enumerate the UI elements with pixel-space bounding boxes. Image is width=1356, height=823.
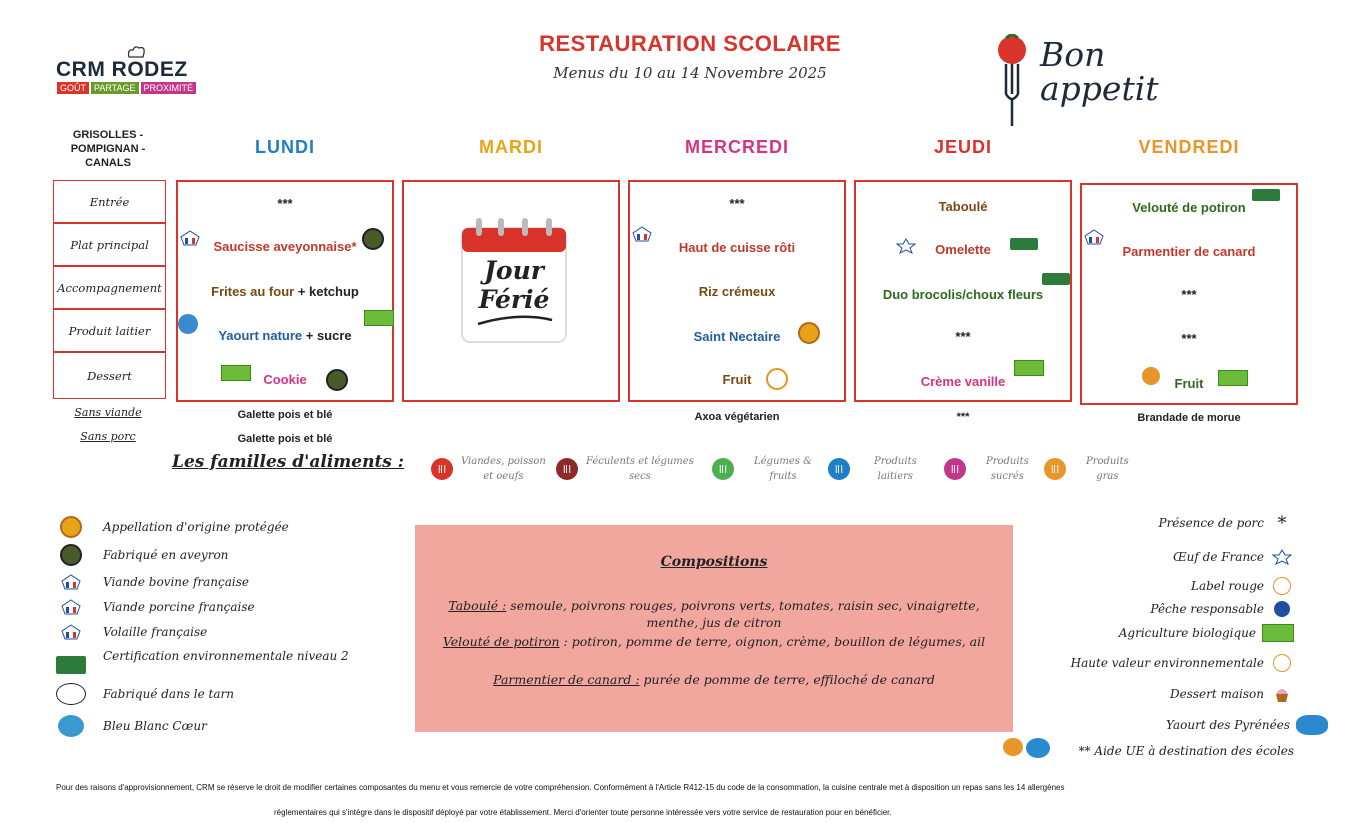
family-legumes-l2: fruits [769,471,797,482]
legend-hve-label: Haute valeur environnementale [1070,656,1264,670]
calendar-icon [458,216,570,346]
composition-veloute-text: : potiron, pomme de terre, oignon, crème, bouillon de légumes, ail [559,634,986,649]
composition-taboule [425,598,1003,613]
row-label-entree: Entrée [53,180,166,223]
legend-bovine [55,572,249,592]
agriculture-biologique-icon [364,310,394,326]
family-feculents-l2: secs [629,471,651,482]
lundi-plat: Saucisse aveyonnaise* [213,239,357,254]
family-viandes-l1: Viandes, poisson [461,456,546,467]
day-box-jeudi [854,180,1072,402]
chef-hat-icon [126,45,148,59]
family-feculents-l1: Féculents et légumes [586,456,694,467]
legend-aide-ue-label: ** Aide UE à destination des écoles [1078,744,1294,758]
agriculture-bio-icon [1262,624,1294,642]
vendredi-sans-viande: Brandade de morue [1137,412,1241,424]
day-header-jeudi: JEUDI [933,137,992,157]
lait-ecole-icon [1026,738,1050,758]
lundi-laitier-sucre: + sucre [302,328,352,343]
sans-viande-label: Sans viande [74,406,142,419]
legend-dessert-maison-label: Dessert maison [1170,687,1264,701]
peche-responsable-icon [1274,601,1290,617]
logo-tag-partage: PARTAGE [91,82,139,94]
jeudi-plat: Omelette [935,242,991,257]
legend-bleu-blanc-coeur [55,716,207,736]
yaourt-pyrenees-icon [1296,715,1328,735]
footer-line-2: réglementaires qui s'intègre dans le dispositif déployé par votre établissement. Merci d'orienter toute personne intéressée vers votre service de restauration pour en bénéficier. [274,808,892,817]
lundi-laitier-yaourt: Yaourt nature [218,328,303,343]
composition-taboule-text: semoule, poivrons rouges, poivrons verts, tomates, raisin sec, vinaigrette, [506,598,980,613]
legend-bovine-label: Viande bovine française [103,575,249,589]
aop-icon [60,516,82,538]
certification-niveau-2-icon [56,656,86,674]
day-header-mardi: MARDI [479,137,543,157]
legend-oeuf-label: Œuf de France [1173,550,1264,564]
lundi-accomp-frites: Frites au four [211,284,295,299]
day-header-vendredi: VENDREDI [1138,137,1240,157]
fork-knife-icon: ǁǀ [712,458,734,480]
family-viandes [431,454,546,484]
fork-knife-icon: ǁǀ [1044,458,1066,480]
legend-tarn [55,684,234,704]
bon-appetit-line2: appetit [1040,69,1159,108]
compositions-box [415,525,1013,732]
legend-peche [1150,600,1294,618]
family-sucres-l1: Produits [986,456,1029,467]
row-label-plat: Plat principal [53,223,166,266]
sans-porc-label: Sans porc [80,430,136,443]
vendredi-entree: Velouté de potiron [1132,200,1246,215]
vendredi-accompagnement: *** [1181,287,1197,302]
haute-valeur-environnementale-icon [766,368,788,390]
crm-logo [126,44,148,58]
logo-name: CRM RODEZ [56,58,188,81]
family-viandes-l2: et oeufs [483,471,524,482]
vendredi-plat: Parmentier de canard [1122,244,1256,259]
legend-porc [1159,514,1295,532]
cupcake-icon [1270,685,1294,703]
legend-aveyron-label: Fabriqué en aveyron [103,548,229,562]
legend-bbc-label: Bleu Blanc Cœur [103,719,207,733]
family-laitiers-l1: Produits [874,456,917,467]
logo-tagline [57,82,196,94]
legend-label-rouge-label: Label rouge [1190,579,1264,593]
legend-oeuf [1173,548,1294,566]
legend-volaille [55,622,207,642]
fork-knife-icon: ǁǀ [556,458,578,480]
mercredi-entree: *** [729,196,745,211]
mercredi-accompagnement: Riz crémeux [698,284,776,299]
jeudi-sans-viande: *** [956,411,970,423]
aveyron-icon [60,544,82,566]
day-box-mercredi [628,180,846,402]
bon-appetit-line1: Bon [1040,35,1106,74]
jeudi-laitier: *** [955,329,971,344]
label-rouge-icon [1273,577,1291,595]
hve-icon [1273,654,1291,672]
oeuf-france-icon [1270,548,1294,566]
day-header-mercredi: MERCREDI [684,137,789,157]
family-sucres [944,454,1029,484]
day-box-vendredi [1080,183,1298,405]
mercredi-sans-viande: Axoa végétarien [694,411,780,423]
jeudi-accompagnement: Duo brocolis/choux fleurs [882,287,1044,302]
legend-certification-label: Certification environnementale niveau 2 [103,649,349,663]
legend-aop [55,517,289,537]
viande-porcine-icon [55,597,87,617]
family-legumes [712,454,812,484]
volaille-francaise-icon [1084,229,1104,245]
vendredi-laitier: *** [1181,331,1197,346]
appellation-origine-protegee-icon [798,322,820,344]
composition-parmentier-text: purée de pomme de terre, effiloché de canard [639,672,935,687]
fork-knife-icon: ǁǀ [828,458,850,480]
tomato-fork-icon [992,34,1036,132]
compositions-title: Compositions [660,554,768,570]
lundi-sans-porc: Galette pois et blé [237,433,333,445]
legend-certification [55,649,349,675]
composition-parmentier-label: Parmentier de canard : [493,672,640,687]
family-gras-l1: Produits [1086,456,1129,467]
bon-appetit-logo [1040,35,1159,108]
legend-aide-ue [1079,744,1294,758]
asterisk-icon: * [1277,512,1287,534]
legend-yaourt-pyrenees [1166,716,1328,734]
row-label-laitier: Produit laitier [53,309,166,352]
family-laitiers [828,454,917,484]
legend-porcine-label: Viande porcine française [103,600,255,614]
day-box-mardi [402,180,620,402]
legend-bio [1119,624,1294,642]
lundi-accompagnement [178,284,392,299]
legend-aveyron [55,545,228,565]
site-name: GRISOLLES - POMPIGNAN - CANALS [70,129,146,169]
aide-ue-icons [1003,738,1050,758]
composition-parmentier [425,672,1003,687]
composition-taboule-label: Taboulé : [448,598,507,613]
vendredi-dessert: Fruit [1174,376,1204,391]
certification-environnementale-icon [1010,238,1038,250]
legend-yaourt-pyrenees-label: Yaourt des Pyrénées [1165,718,1290,732]
legend-peche-label: Pêche responsable [1150,602,1264,616]
legend-hve [1071,654,1294,672]
footer-line-1: Pour des raisons d'approvisionnement, CRM se réserve le droit de modifier certaines composantes du menu et vous remercie de votre compréhension. Conformément à l'Article R412-15 du code de la consommation, la cuisine centrale met à disposition un repas sans les 14 allergènes [56,783,1065,792]
families-title: Les familles d'aliments : [172,452,405,472]
jeudi-entree: Taboulé [938,199,988,214]
family-feculents [556,454,694,484]
legend-dessert-maison [1170,685,1294,703]
logo-tag-gout: GOÛT [57,82,89,94]
ferie-text: Férié [478,285,550,314]
fork-knife-icon: ǁǀ [944,458,966,480]
day-box-lundi [176,180,394,402]
saveurs-tarn-icon [56,683,86,705]
jeudi-dessert: Crème vanille [920,374,1006,389]
fabrique-aveyron-icon [362,228,384,250]
legend-porcine [55,597,255,617]
legend-aop-label: Appellation d'origine protégée [103,520,289,534]
mercredi-laitier: Saint Nectaire [693,329,781,344]
mercredi-plat: Haut de cuisse rôti [678,240,796,255]
fruit-ecole-icon [1003,738,1023,756]
lundi-laitier [178,328,392,343]
composition-veloute [425,634,1003,649]
legend-label-rouge [1191,577,1294,595]
legend-bio-label: Agriculture biologique [1118,626,1256,640]
logo-tag-proximite: PROXIMITÉ [141,82,197,94]
composition-veloute-label: Velouté de potiron [442,634,560,649]
mercredi-dessert: Fruit [722,372,752,387]
day-header-lundi: LUNDI [255,137,315,157]
family-gras-l2: gras [1096,471,1119,482]
page-subtitle: Menus du 10 au 14 Novembre 2025 [553,64,827,82]
jour-text: Jour [484,256,544,285]
row-label-dessert: Dessert [53,352,166,399]
family-sucres-l2: sucrés [990,471,1024,482]
legend-volaille-label: Volaille française [103,625,208,639]
certification-environnementale-icon [1042,273,1070,285]
legend-porc-label: Présence de porc [1158,516,1264,530]
lundi-sans-viande: Galette pois et blé [237,409,333,421]
composition-taboule-cont: menthe, jus de citron [646,615,782,630]
agriculture-biologique-icon [1218,370,1248,386]
volaille-icon [55,622,87,642]
bleu-blanc-coeur-icon [58,715,84,737]
lundi-entree: *** [277,196,293,211]
row-label-accompagnement: Accompagnement [53,266,166,309]
family-legumes-l1: Légumes & [754,456,813,467]
fork-knife-icon: ǁǀ [431,458,453,480]
legend-tarn-label: Fabriqué dans le tarn [103,687,234,701]
family-gras [1044,454,1129,484]
fabrique-aveyron-icon [326,369,348,391]
lundi-dessert: Cookie [263,372,307,387]
page-title: RESTAURATION SCOLAIRE [539,31,841,56]
family-laitiers-l2: laitiers [877,471,914,482]
lundi-accomp-ketchup: + ketchup [294,284,359,299]
viande-bovine-icon [55,572,87,592]
